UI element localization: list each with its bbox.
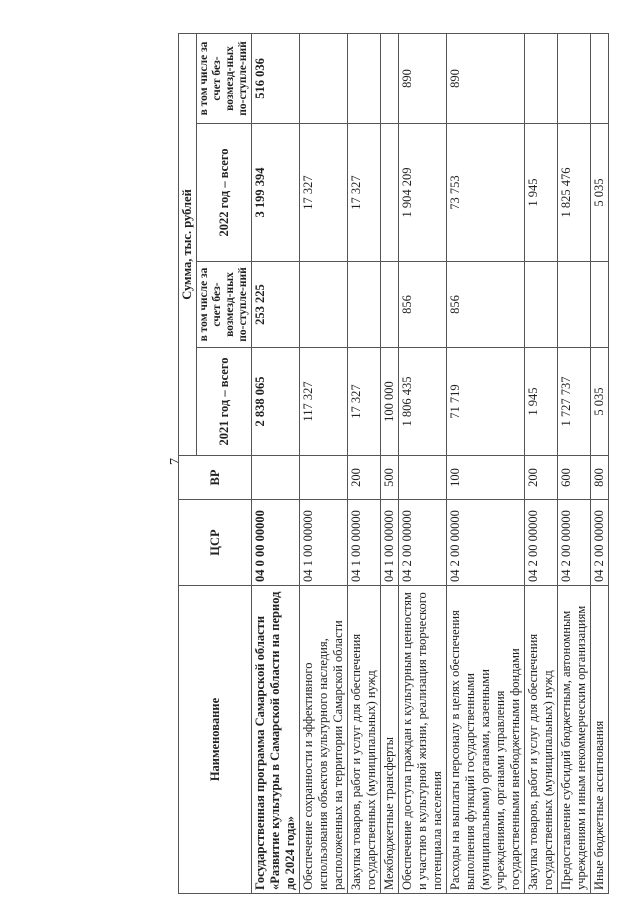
cell-csr: 04 2 00 00000	[558, 500, 591, 586]
cell-2021-incl	[591, 262, 609, 348]
table-row	[447, 33, 525, 893]
cell-2021-total: 100 000	[381, 348, 399, 456]
cell-csr: 04 2 00 00000	[447, 500, 525, 586]
budget-table-wrapper	[178, 34, 620, 894]
cell-2022-incl	[525, 33, 558, 123]
cell-vr: 500	[381, 456, 399, 500]
cell-2021-total: 117 327	[300, 348, 348, 456]
header-sum: Сумма, тыс. рублей	[179, 33, 197, 455]
header-2022-total: 2022 год – всего	[197, 124, 252, 262]
cell-vr: 600	[558, 456, 591, 500]
header-2022-incl: в том числе за счет без-возмезд-ных по-ступле-ний	[197, 33, 252, 123]
cell-csr: 04 2 00 00000	[591, 500, 609, 586]
cell-name: Иные бюджетные ассигнования	[591, 586, 609, 894]
table-row	[252, 33, 300, 893]
cell-name: Обеспечение доступа граждан к культурным ценностям и участию в культурной жизни, реализация творческого потенциала населения	[399, 586, 447, 894]
table-row	[300, 33, 348, 893]
cell-csr: 04 2 00 00000	[399, 500, 447, 586]
cell-name: Закупка товаров, работ и услуг для обеспечения государственных (муниципальных) нужд	[348, 586, 381, 894]
cell-2022-total: 17 327	[348, 124, 381, 262]
table-row	[381, 33, 399, 893]
cell-2021-total: 1 945	[525, 348, 558, 456]
cell-vr	[252, 456, 300, 500]
page-number: 7	[168, 458, 183, 465]
cell-2022-total: 1 904 209	[399, 124, 447, 262]
cell-2021-incl: 856	[399, 262, 447, 348]
cell-2021-incl	[381, 262, 399, 348]
cell-vr: 200	[348, 456, 381, 500]
cell-2022-incl: 890	[447, 33, 525, 123]
cell-2021-total: 2 838 065	[252, 348, 300, 456]
cell-csr: 04 0 00 00000	[252, 500, 300, 586]
cell-2022-incl	[558, 33, 591, 123]
cell-vr: 800	[591, 456, 609, 500]
cell-name: Межбюджетные трансферты	[381, 586, 399, 894]
cell-2021-total: 17 327	[348, 348, 381, 456]
cell-2021-total: 1 727 737	[558, 348, 591, 456]
cell-name: Обеспечение сохранности и эффективного использования объектов культурного наследия, расположенных на территории Самарской области	[300, 586, 348, 894]
table-body	[252, 33, 609, 893]
table-row	[399, 33, 447, 893]
cell-2021-incl	[525, 262, 558, 348]
cell-2021-total: 71 719	[447, 348, 525, 456]
table-row	[591, 33, 609, 893]
header-csr: ЦСР	[179, 500, 252, 586]
cell-vr: 100	[447, 456, 525, 500]
cell-name: Государственная программа Самарской области «Развитие культуры в Самарской области на период до 2024 года»	[252, 586, 300, 894]
budget-table	[178, 33, 609, 894]
cell-name: Закупка товаров, работ и услуг для обеспечения государственных (муниципальных) нужд	[525, 586, 558, 894]
cell-vr	[300, 456, 348, 500]
header-vr: ВР	[179, 456, 252, 500]
cell-2022-total: 3 199 394	[252, 124, 300, 262]
cell-2021-total: 5 035	[591, 348, 609, 456]
cell-2022-total: 5 035	[591, 124, 609, 262]
cell-name: Предоставление субсидий бюджетным, автономным учреждениям и иным некоммерческим организациям	[558, 586, 591, 894]
cell-2022-total: 1 825 476	[558, 124, 591, 262]
cell-csr: 04 1 00 00000	[381, 500, 399, 586]
cell-2022-incl: 890	[399, 33, 447, 123]
table-row	[558, 33, 591, 893]
cell-2022-incl	[591, 33, 609, 123]
cell-2022-incl	[381, 33, 399, 123]
cell-2021-incl: 253 225	[252, 262, 300, 348]
header-2021-total: 2021 год – всего	[197, 348, 252, 456]
cell-2021-incl	[348, 262, 381, 348]
cell-2022-incl	[300, 33, 348, 123]
cell-2021-incl	[558, 262, 591, 348]
cell-2022-total: 17 327	[300, 124, 348, 262]
cell-2021-incl: 856	[447, 262, 525, 348]
cell-csr: 04 2 00 00000	[525, 500, 558, 586]
cell-2022-incl	[348, 33, 381, 123]
cell-2021-incl	[300, 262, 348, 348]
cell-name: Расходы на выплаты персоналу в целях обеспечения выполнения функций государственными (муниципальными) органами, казенными учреждениями, органами управления государственными внебюджетными фондами	[447, 586, 525, 894]
cell-2021-total: 1 806 435	[399, 348, 447, 456]
header-name: Наименование	[179, 586, 252, 894]
cell-2022-total: 73 753	[447, 124, 525, 262]
cell-2022-total: 1 945	[525, 124, 558, 262]
cell-vr	[399, 456, 447, 500]
table-row	[525, 33, 558, 893]
header-2021-incl: в том числе за счет без-возмезд-ных по-ступле-ний	[197, 262, 252, 348]
cell-vr: 200	[525, 456, 558, 500]
cell-csr: 04 1 00 00000	[300, 500, 348, 586]
table-row	[348, 33, 381, 893]
cell-csr: 04 1 00 00000	[348, 500, 381, 586]
cell-2022-total	[381, 124, 399, 262]
cell-2022-incl: 516 036	[252, 33, 300, 123]
